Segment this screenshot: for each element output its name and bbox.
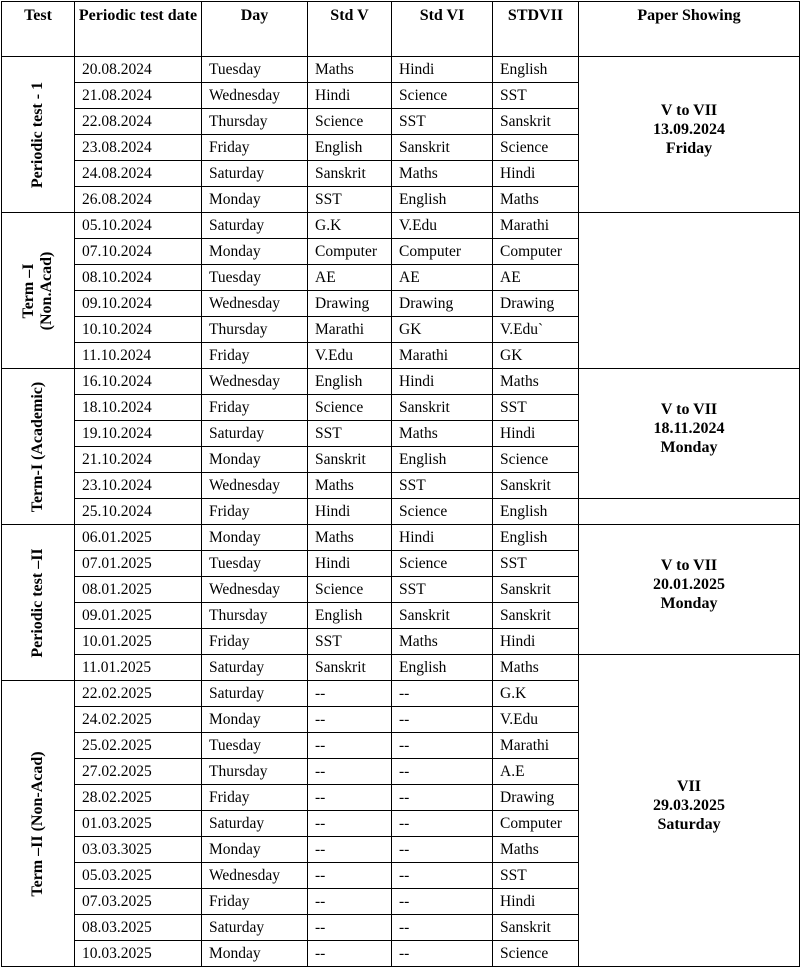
date-cell: 24.08.2024	[75, 161, 202, 187]
day-cell: Friday	[202, 499, 308, 525]
paper-showing-line: 29.03.2025	[653, 797, 725, 814]
std-vii-cell: Maths	[493, 369, 579, 395]
day-cell: Friday	[202, 395, 308, 421]
date-cell: 10.10.2024	[75, 317, 202, 343]
std-vii-cell: AE	[493, 265, 579, 291]
std-v-cell: SST	[308, 187, 392, 213]
std-v-cell: --	[308, 941, 392, 967]
std-vii-cell: Sanskrit	[493, 603, 579, 629]
std-v-cell: Maths	[308, 525, 392, 551]
date-cell: 05.10.2024	[75, 213, 202, 239]
std-vi-cell: --	[392, 785, 493, 811]
std-v-cell: --	[308, 707, 392, 733]
date-cell: 11.10.2024	[75, 343, 202, 369]
paper-showing-line: Saturday	[657, 816, 721, 833]
std-vi-cell: SST	[392, 109, 493, 135]
std-vi-cell: Marathi	[392, 343, 493, 369]
std-vii-cell: Computer	[493, 811, 579, 837]
test-group-cell	[2, 525, 75, 681]
paper-showing-line: V to VII	[660, 102, 718, 119]
std-vii-cell: Hindi	[493, 421, 579, 447]
date-cell: 25.02.2025	[75, 733, 202, 759]
std-vi-cell: SST	[392, 577, 493, 603]
date-cell: 26.08.2024	[75, 187, 202, 213]
std-vi-cell: Hindi	[392, 369, 493, 395]
std-vi-cell: --	[392, 863, 493, 889]
std-vii-cell: Science	[493, 941, 579, 967]
std-v-cell: Science	[308, 395, 392, 421]
std-v-cell: --	[308, 889, 392, 915]
std-vii-cell: Marathi	[493, 213, 579, 239]
date-cell: 07.03.2025	[75, 889, 202, 915]
date-cell: 23.10.2024	[75, 473, 202, 499]
header-row	[2, 2, 800, 57]
std-vi-cell: V.Edu	[392, 213, 493, 239]
header-std-v: Std V	[308, 2, 392, 57]
header-date: Periodic test date	[75, 2, 202, 57]
date-cell: 08.03.2025	[75, 915, 202, 941]
day-cell: Friday	[202, 135, 308, 161]
std-vii-cell: Drawing	[493, 785, 579, 811]
table-row	[2, 655, 800, 681]
std-vii-cell: Drawing	[493, 291, 579, 317]
std-v-cell: Maths	[308, 473, 392, 499]
date-cell: 09.01.2025	[75, 603, 202, 629]
date-cell: 09.10.2024	[75, 291, 202, 317]
day-cell: Tuesday	[202, 57, 308, 83]
day-cell: Tuesday	[202, 551, 308, 577]
day-cell: Saturday	[202, 655, 308, 681]
std-vi-cell: Hindi	[392, 525, 493, 551]
day-cell: Monday	[202, 707, 308, 733]
paper-showing-line: VII	[676, 778, 701, 795]
test-group-cell	[2, 369, 75, 525]
std-vi-cell: English	[392, 187, 493, 213]
std-vi-cell: --	[392, 733, 493, 759]
std-vi-cell: Maths	[392, 629, 493, 655]
std-vii-cell: Sanskrit	[493, 915, 579, 941]
std-vii-cell: English	[493, 525, 579, 551]
paper-showing-line: 20.01.2025	[653, 576, 725, 593]
day-cell: Monday	[202, 837, 308, 863]
date-cell: 21.08.2024	[75, 83, 202, 109]
std-vii-cell: Marathi	[493, 733, 579, 759]
test-group-label	[29, 548, 47, 657]
std-vii-cell: English	[493, 499, 579, 525]
test-group-label-line: (Non.Acad)	[38, 251, 55, 330]
std-vii-cell: SST	[493, 83, 579, 109]
paper-showing-line: Friday	[665, 140, 713, 157]
date-cell: 19.10.2024	[75, 421, 202, 447]
day-cell: Wednesday	[202, 577, 308, 603]
day-cell: Tuesday	[202, 733, 308, 759]
day-cell: Monday	[202, 239, 308, 265]
std-vi-cell: Science	[392, 83, 493, 109]
std-v-cell: --	[308, 733, 392, 759]
test-group-label-line: Term –II (Non-Acad)	[29, 750, 46, 897]
std-vi-cell: --	[392, 707, 493, 733]
std-vi-cell: --	[392, 837, 493, 863]
day-cell: Wednesday	[202, 863, 308, 889]
header-paper-showing: Paper Showing	[579, 2, 800, 57]
date-cell: 24.02.2025	[75, 707, 202, 733]
date-cell: 16.10.2024	[75, 369, 202, 395]
std-vi-cell: SST	[392, 473, 493, 499]
test-group-label	[29, 751, 47, 896]
std-v-cell: Science	[308, 109, 392, 135]
day-cell: Friday	[202, 343, 308, 369]
std-vi-cell: Maths	[392, 421, 493, 447]
std-v-cell: Computer	[308, 239, 392, 265]
day-cell: Thursday	[202, 603, 308, 629]
test-group-cell	[2, 57, 75, 213]
test-group-cell	[2, 681, 75, 967]
table-row	[2, 213, 800, 239]
std-vii-cell: G.K	[493, 681, 579, 707]
std-vi-cell: Sanskrit	[392, 395, 493, 421]
std-v-cell: --	[308, 915, 392, 941]
date-cell: 27.02.2025	[75, 759, 202, 785]
std-vii-cell: SST	[493, 551, 579, 577]
std-v-cell: --	[308, 811, 392, 837]
std-vi-cell: Science	[392, 499, 493, 525]
std-vii-cell: Hindi	[493, 889, 579, 915]
std-vii-cell: SST	[493, 863, 579, 889]
date-cell: 06.01.2025	[75, 525, 202, 551]
std-v-cell: --	[308, 759, 392, 785]
header-day: Day	[202, 2, 308, 57]
std-vi-cell: --	[392, 811, 493, 837]
std-vii-cell: Sanskrit	[493, 109, 579, 135]
std-vii-cell: Hindi	[493, 629, 579, 655]
std-v-cell: --	[308, 681, 392, 707]
std-vii-cell: V.Edu`	[493, 317, 579, 343]
std-vi-cell: --	[392, 889, 493, 915]
std-vii-cell: Maths	[493, 837, 579, 863]
header-test: Test	[2, 2, 75, 57]
std-v-cell: --	[308, 785, 392, 811]
std-v-cell: Sanskrit	[308, 447, 392, 473]
day-cell: Thursday	[202, 109, 308, 135]
std-v-cell: --	[308, 863, 392, 889]
test-group-label-line: Term-I (Academic)	[29, 381, 46, 512]
day-cell: Thursday	[202, 759, 308, 785]
date-cell: 22.02.2025	[75, 681, 202, 707]
std-vi-cell: Sanskrit	[392, 603, 493, 629]
std-vi-cell: AE	[392, 265, 493, 291]
std-v-cell: Drawing	[308, 291, 392, 317]
std-v-cell: English	[308, 603, 392, 629]
date-cell: 01.03.2025	[75, 811, 202, 837]
header-std-vi: Std VI	[392, 2, 493, 57]
paper-showing-cell	[579, 57, 800, 213]
table-row	[2, 525, 800, 551]
std-v-cell: --	[308, 837, 392, 863]
day-cell: Wednesday	[202, 83, 308, 109]
std-v-cell: SST	[308, 629, 392, 655]
day-cell: Monday	[202, 187, 308, 213]
day-cell: Saturday	[202, 161, 308, 187]
std-vii-cell: Hindi	[493, 161, 579, 187]
std-vi-cell: --	[392, 681, 493, 707]
day-cell: Tuesday	[202, 265, 308, 291]
std-v-cell: Marathi	[308, 317, 392, 343]
day-cell: Monday	[202, 941, 308, 967]
test-group-cell	[2, 213, 75, 369]
day-cell: Monday	[202, 447, 308, 473]
std-vi-cell: Maths	[392, 161, 493, 187]
std-vi-cell: English	[392, 655, 493, 681]
test-group-label-line: Periodic test –II	[29, 547, 46, 658]
std-vii-cell: Science	[493, 135, 579, 161]
std-vii-cell: Science	[493, 447, 579, 473]
paper-showing-cell	[579, 369, 800, 499]
std-vi-cell: --	[392, 915, 493, 941]
date-cell: 11.01.2025	[75, 655, 202, 681]
date-cell: 08.01.2025	[75, 577, 202, 603]
paper-showing-line: V to VII	[660, 401, 718, 418]
date-cell: 18.10.2024	[75, 395, 202, 421]
day-cell: Saturday	[202, 421, 308, 447]
std-vii-cell: SST	[493, 395, 579, 421]
std-vi-cell: English	[392, 447, 493, 473]
std-vi-cell: Hindi	[392, 57, 493, 83]
std-vii-cell: V.Edu	[493, 707, 579, 733]
day-cell: Friday	[202, 629, 308, 655]
day-cell: Wednesday	[202, 369, 308, 395]
date-cell: 20.08.2024	[75, 57, 202, 83]
std-vi-cell: Science	[392, 551, 493, 577]
date-cell: 03.03.3025	[75, 837, 202, 863]
std-vii-cell: Maths	[493, 187, 579, 213]
std-vii-cell: English	[493, 57, 579, 83]
std-v-cell: Hindi	[308, 83, 392, 109]
std-v-cell: English	[308, 369, 392, 395]
std-vii-cell: Sanskrit	[493, 473, 579, 499]
test-group-label-line: Term –I	[20, 263, 37, 318]
std-vi-cell: Drawing	[392, 291, 493, 317]
std-v-cell: V.Edu	[308, 343, 392, 369]
date-cell: 10.03.2025	[75, 941, 202, 967]
date-cell: 23.08.2024	[75, 135, 202, 161]
day-cell: Monday	[202, 525, 308, 551]
day-cell: Saturday	[202, 681, 308, 707]
paper-showing-cell	[579, 525, 800, 655]
std-v-cell: G.K	[308, 213, 392, 239]
header-std-vii: STDVII	[493, 2, 579, 57]
exam-schedule-table	[1, 1, 800, 967]
date-cell: 07.10.2024	[75, 239, 202, 265]
date-cell: 08.10.2024	[75, 265, 202, 291]
std-vi-cell: Sanskrit	[392, 135, 493, 161]
table-body	[2, 57, 800, 967]
std-v-cell: English	[308, 135, 392, 161]
std-vi-cell: --	[392, 759, 493, 785]
paper-showing-line: V to VII	[660, 557, 718, 574]
day-cell: Saturday	[202, 213, 308, 239]
paper-showing-line: 18.11.2024	[653, 420, 725, 437]
day-cell: Friday	[202, 785, 308, 811]
std-vii-cell: A.E	[493, 759, 579, 785]
std-vi-cell: GK	[392, 317, 493, 343]
test-group-label	[20, 251, 56, 330]
date-cell: 07.01.2025	[75, 551, 202, 577]
paper-showing-cell	[579, 213, 800, 369]
std-vii-cell: GK	[493, 343, 579, 369]
table-row	[2, 499, 800, 525]
table-row	[2, 57, 800, 83]
paper-showing-cell	[579, 655, 800, 967]
test-group-label-line: Periodic test - 1	[29, 81, 46, 188]
date-cell: 25.10.2024	[75, 499, 202, 525]
test-group-label	[29, 381, 47, 511]
day-cell: Thursday	[202, 317, 308, 343]
test-group-label	[29, 81, 47, 187]
paper-showing-cell	[579, 499, 800, 525]
date-cell: 05.03.2025	[75, 863, 202, 889]
std-v-cell: Sanskrit	[308, 655, 392, 681]
std-v-cell: SST	[308, 421, 392, 447]
paper-showing-line: Monday	[660, 439, 718, 456]
std-v-cell: AE	[308, 265, 392, 291]
std-vi-cell: Computer	[392, 239, 493, 265]
std-vii-cell: Computer	[493, 239, 579, 265]
std-v-cell: Maths	[308, 57, 392, 83]
day-cell: Friday	[202, 889, 308, 915]
std-vii-cell: Sanskrit	[493, 577, 579, 603]
std-v-cell: Sanskrit	[308, 161, 392, 187]
paper-showing-line: Monday	[660, 595, 718, 612]
date-cell: 28.02.2025	[75, 785, 202, 811]
std-v-cell: Science	[308, 577, 392, 603]
date-cell: 22.08.2024	[75, 109, 202, 135]
table-row	[2, 369, 800, 395]
std-vi-cell: --	[392, 941, 493, 967]
day-cell: Saturday	[202, 915, 308, 941]
std-vii-cell: Maths	[493, 655, 579, 681]
date-cell: 10.01.2025	[75, 629, 202, 655]
paper-showing-line: 13.09.2024	[653, 121, 725, 138]
day-cell: Wednesday	[202, 291, 308, 317]
day-cell: Wednesday	[202, 473, 308, 499]
day-cell: Saturday	[202, 811, 308, 837]
std-v-cell: Hindi	[308, 551, 392, 577]
std-v-cell: Hindi	[308, 499, 392, 525]
date-cell: 21.10.2024	[75, 447, 202, 473]
